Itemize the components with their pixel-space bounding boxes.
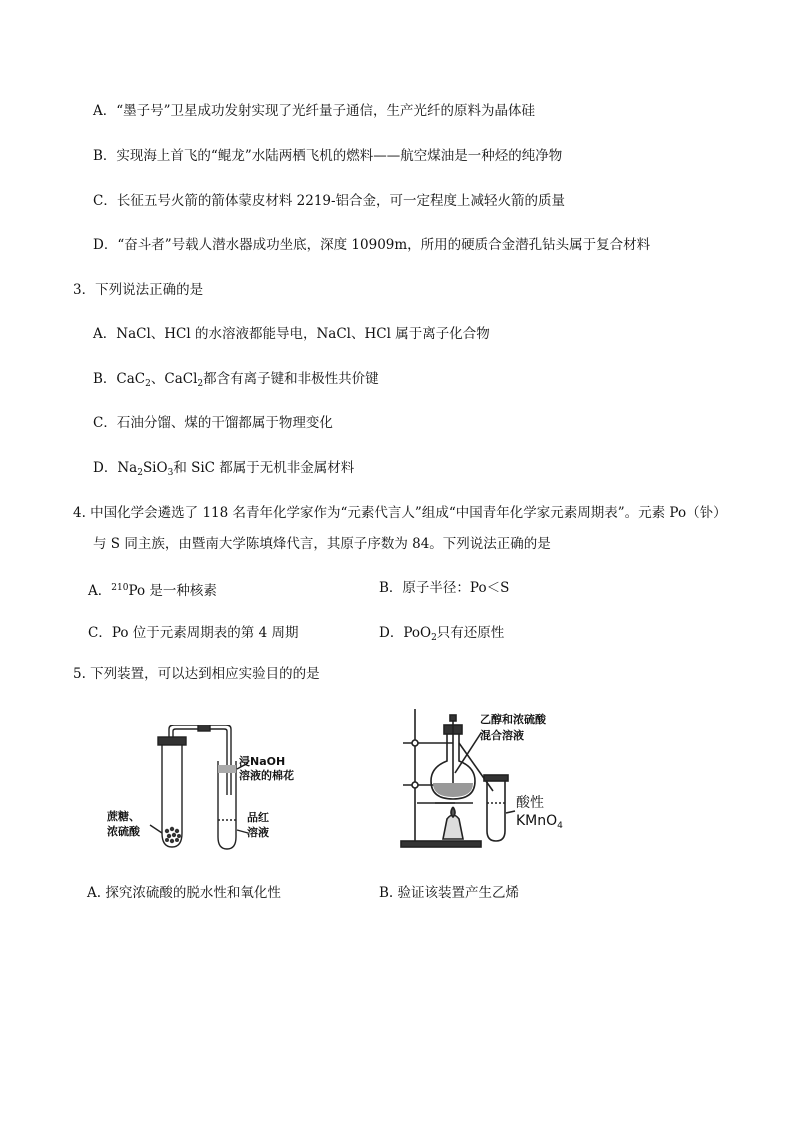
figure-a-label-cotton: 浸NaOH 溶液的棉花 [239,755,294,782]
q2-option-c: C．长征五号火箭的箭体蒙皮材料 2219-铝合金，可一定程度上减轻火箭的质量 [93,193,566,209]
q3-option-d: D．$Na_2SiO_3$和 SiC 都属于无机非金属材料 [93,460,355,478]
q4-option-d: D．PoO$_2$只有还原性 [379,625,505,643]
figure-b-label-acidic-kmno4: 酸性 KMnO$_4$ [516,795,563,831]
figure-b-label-mixture: 乙醇和浓硫酸 混合溶液 [480,713,546,742]
q4-option-a: A．$^{210}$Po 是一种核素 [88,583,217,599]
q4-stem-line2: 与 S 同主族，由暨南大学陈填烽代言，其原子序数为 84。下列说法正确的是 [93,536,551,552]
q2-option-d: D．“奋斗者”号载人潜水器成功坐底，深度 10909m，所用的硬质合金潜孔钻头属于复合材料 [93,237,651,253]
figure-b-caption: B. 验证该装置产生乙烯 [379,885,520,901]
q3-stem: 3．下列说法正确的是 [73,282,204,298]
figure-a-label-magenta: 品红 溶液 [247,811,269,839]
figure-a-caption: A. 探究浓硫酸的脱水性和氧化性 [87,885,281,901]
q3-option-b: B．CaC$_2$、CaCl$_2$都含有离子键和非极性共价键 [93,371,379,389]
q2-option-b: B．实现海上首飞的“鲲龙”水陆两栖飞机的燃料——航空煤油是一种烃的纯净物 [93,148,563,164]
figure-a-label-sugar: 蔗糖、 浓硫酸 [107,810,140,838]
q3-option-a: A．NaCl、HCl 的水溶液都能导电，NaCl、HCl 属于离子化合物 [93,326,490,342]
q3-option-c: C．石油分馏、煤的干馏都属于物理变化 [93,415,333,431]
q5-stem: 5. 下列装置，可以达到相应实验目的的是 [73,666,320,682]
q4-stem-line1: 4. 中国化学会遴选了 118 名青年化学家作为“元素代言人”组成“中国青年化学家元素周期表”。元素 Po（钋） [73,505,727,521]
q4-option-c: C．Po 位于元素周期表的第 4 周期 [88,625,299,641]
q4-option-b: B．原子半径：Po＜S [379,580,510,596]
q2-option-a: A．“墨子号”卫星成功发射实现了光纤量子通信，生产光纤的原料为晶体硅 [93,103,536,119]
